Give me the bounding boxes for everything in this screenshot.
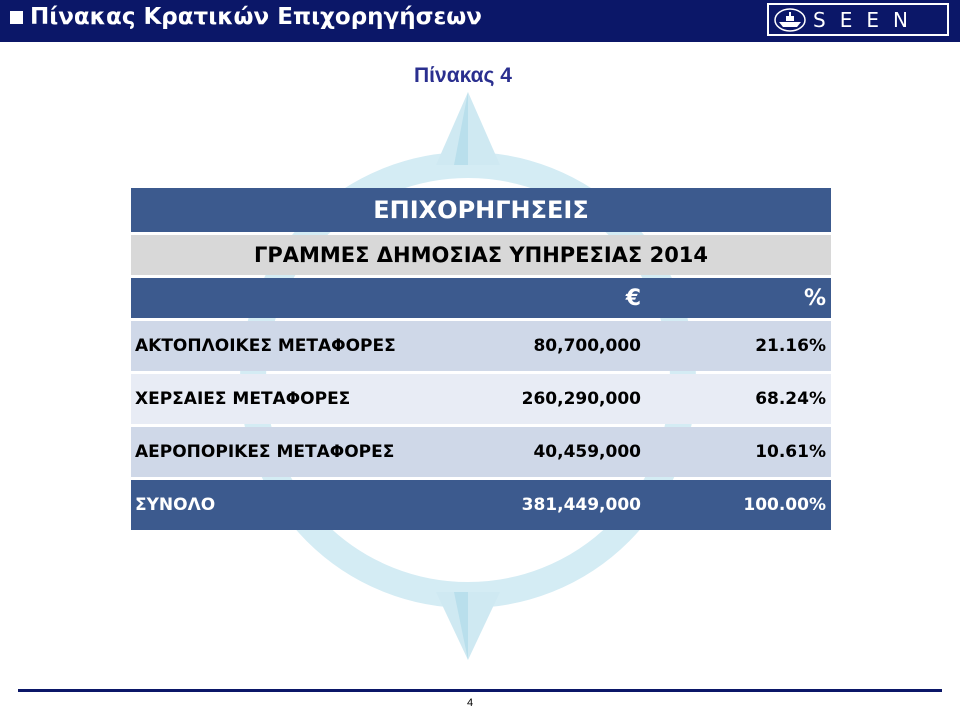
table-title: ΕΠΙΧΟΡΗΓΗΣΕΙΣ: [373, 196, 589, 224]
column-header-percent: %: [803, 285, 826, 311]
total-label: ΣΥΝΟΛΟ: [135, 495, 216, 515]
row-label: ΑΕΡΟΠΟΡΙΚΕΣ ΜΕΤΑΦΟΡΕΣ: [135, 442, 395, 462]
table-row: [131, 427, 831, 477]
total-row: [131, 480, 831, 530]
page-number: 4: [466, 697, 474, 709]
slide-title: Πίνακας Κρατικών Επιχορηγήσεων: [30, 4, 482, 30]
table-row: [131, 321, 831, 371]
square-bullet-icon: [10, 11, 23, 24]
total-euro: 381,449,000: [521, 495, 641, 515]
row-percent: 10.61%: [755, 442, 826, 462]
subsidies-table: [131, 188, 831, 530]
seen-logo: [767, 3, 949, 36]
row-percent: 21.16%: [755, 336, 826, 356]
row-euro: 80,700,000: [533, 336, 641, 356]
row-euro: 260,290,000: [521, 389, 641, 409]
row-percent: 68.24%: [755, 389, 826, 409]
row-label: ΧΕΡΣΑΙΕΣ ΜΕΤΑΦΟΡΕΣ: [135, 389, 351, 409]
title-bar: [0, 0, 960, 42]
footer-divider: [18, 689, 942, 692]
table-caption: Πίνακας 4: [414, 64, 512, 87]
table-title-row: [131, 188, 831, 232]
column-header-euro: €: [625, 285, 641, 311]
table-subtitle: ΓΡΑΜΜΕΣ ΔΗΜΟΣΙΑΣ ΥΠΗΡΕΣΙΑΣ 2014: [253, 243, 709, 267]
ship-icon: [773, 7, 807, 33]
row-label: ΑΚΤΟΠΛΟΙΚΕΣ ΜΕΤΑΦΟΡΕΣ: [135, 336, 396, 356]
row-euro: 40,459,000: [533, 442, 641, 462]
logo-text: SEEN: [813, 7, 922, 32]
total-percent: 100.00%: [743, 495, 826, 515]
table-subtitle-row: [131, 235, 831, 275]
column-header-row: [131, 278, 831, 318]
table-row: [131, 374, 831, 424]
